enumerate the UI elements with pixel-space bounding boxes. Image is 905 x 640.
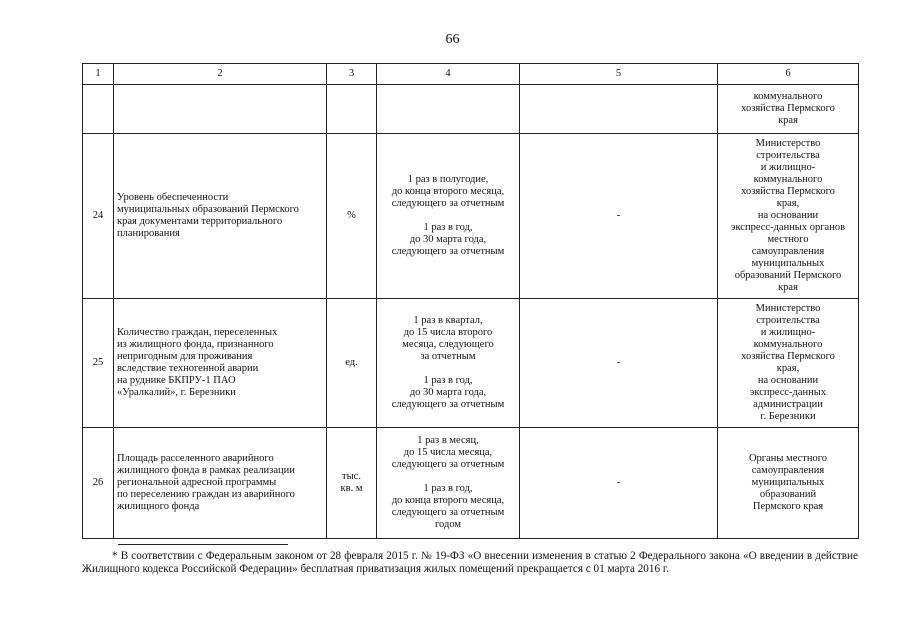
text-line: самоуправления xyxy=(751,465,825,476)
text-line: 1 раз в год, xyxy=(423,222,473,233)
text-line: 1 раз в год, xyxy=(423,375,473,386)
text-line: хозяйства Пермского xyxy=(741,186,835,197)
text-line: и жилищно- xyxy=(760,162,816,173)
text-line: самоуправления xyxy=(751,246,825,257)
text-line: строительства xyxy=(756,150,820,161)
text-line: коммунального xyxy=(753,174,823,185)
text-line: региональной адресной программы xyxy=(117,477,277,488)
cell xyxy=(377,85,520,134)
table-row xyxy=(83,428,859,539)
cell xyxy=(520,85,718,134)
text-line: края, xyxy=(776,198,800,209)
text-line: Министерство xyxy=(755,138,821,149)
text-line: % xyxy=(347,210,356,221)
text-line: жилищного фонда xyxy=(117,501,200,512)
period-monitoring xyxy=(380,315,516,363)
text-line: вследствие техногенной аварии xyxy=(117,363,259,374)
period-cell xyxy=(377,134,520,299)
text-line: Министерство xyxy=(755,303,821,314)
text-line: Органы местного xyxy=(748,453,828,464)
text-line: экспресс-данных xyxy=(749,387,827,398)
text-line: администрации xyxy=(753,399,823,410)
text-line: края, xyxy=(776,363,800,374)
text-line: муниципальных образований Пермского xyxy=(117,204,299,215)
text-line: по переселению граждан из аварийного xyxy=(117,489,295,500)
indicator-name xyxy=(114,299,327,428)
unit-cell xyxy=(327,299,377,428)
text-line: 1 раз в год, xyxy=(423,483,473,494)
text-line: до 30 марта года, xyxy=(409,387,487,398)
period-cell xyxy=(377,299,520,428)
row-number: 25 xyxy=(83,299,114,428)
table-row xyxy=(83,85,859,134)
indicators-table xyxy=(82,63,859,539)
text-line: на руднике БКПРУ-1 ПАО xyxy=(117,375,236,386)
text-line: 1 раз в месяц, xyxy=(417,435,479,446)
text-line: 1 раз в полугодие, xyxy=(407,174,489,185)
text-line: экспресс-данных органов xyxy=(730,222,846,233)
indicator-name xyxy=(114,428,327,539)
row-number: 26 xyxy=(83,428,114,539)
text-line: тыс. xyxy=(342,471,361,482)
text-line: г. Березники xyxy=(760,411,816,422)
column-header: 3 xyxy=(327,64,377,85)
column-header: 2 xyxy=(114,64,327,85)
cell xyxy=(83,85,114,134)
text-line: 1 раз в квартал, xyxy=(413,315,483,326)
text-line: из жилищного фонда, признанного xyxy=(117,339,274,350)
period-annual xyxy=(380,483,516,531)
text-line: за отчетным xyxy=(420,351,476,362)
text-line: образований xyxy=(759,489,817,500)
source-cell xyxy=(718,299,859,428)
text-line: до 15 числа второго xyxy=(403,327,493,338)
source-cell xyxy=(718,85,859,134)
text-line: следующего за отчетным xyxy=(391,507,505,518)
text-line: следующего за отчетным xyxy=(391,459,505,470)
period-annual xyxy=(380,375,516,411)
text-line: хозяйства Пермского xyxy=(741,103,835,114)
cell xyxy=(114,85,327,134)
text-line: строительства xyxy=(756,315,820,326)
text-line: Уровень обеспеченности xyxy=(117,192,229,203)
text-line: Площадь расселенного аварийного xyxy=(117,453,274,464)
row-number: 24 xyxy=(83,134,114,299)
period-monitoring xyxy=(380,174,516,210)
unit-cell xyxy=(327,134,377,299)
text-line: Количество граждан, переселенных xyxy=(117,327,278,338)
text-line: коммунального xyxy=(753,339,823,350)
text-line: следующего за отчетным xyxy=(391,399,505,410)
indicator-name xyxy=(114,134,327,299)
text-line: образований Пермского xyxy=(734,270,842,281)
text-line: следующего за отчетным xyxy=(391,246,505,257)
column-header: 4 xyxy=(377,64,520,85)
column-header: 1 xyxy=(83,64,114,85)
text-line: «Уралкалий», г. Березники xyxy=(117,387,236,398)
text-line: муниципальных xyxy=(751,477,825,488)
dash-cell: - xyxy=(520,299,718,428)
text-line: края документами территориального xyxy=(117,216,283,227)
source-cell xyxy=(718,134,859,299)
page-number: 66 xyxy=(445,32,460,47)
column-header: 6 xyxy=(718,64,859,85)
text-line: на основании xyxy=(757,210,819,221)
text-line: месяца, следующего xyxy=(402,339,494,350)
text-line: планирования xyxy=(117,228,180,239)
text-line: до 30 марта года, xyxy=(409,234,487,245)
text-line: до конца второго месяца, xyxy=(391,186,505,197)
text-line: края xyxy=(778,282,798,293)
column-header: 5 xyxy=(520,64,718,85)
dash-cell: - xyxy=(520,428,718,539)
period-monitoring xyxy=(380,435,516,471)
footnote: * В соответствии с Федеральным законом от 28 февраля 2015 г. № 19-ФЗ «О внесении изменения в статью 2 Федерального закона «О введении в действие Жилищного кодекса Российской Федерации» бесплатная приватизация жилых помещений прекращается с 01 марта 2016 г. xyxy=(82,550,858,575)
text-line: непригодным для проживания xyxy=(117,351,253,362)
text-line: и жилищно- xyxy=(760,327,816,338)
text-line: кв. м xyxy=(340,483,363,494)
table-row xyxy=(83,134,859,299)
text-line: муниципальных xyxy=(751,258,825,269)
text-line: Пермского края xyxy=(752,501,824,512)
period-annual xyxy=(380,222,516,258)
text-line: края xyxy=(778,115,798,126)
table-row xyxy=(83,299,859,428)
source-cell xyxy=(718,428,859,539)
period-cell xyxy=(377,428,520,539)
text-line: жилищного фонда в рамках реализации xyxy=(117,465,295,476)
cell xyxy=(327,85,377,134)
text-line: коммунального xyxy=(753,91,823,102)
text-line: до конца второго месяца, xyxy=(391,495,505,506)
text-line: годом xyxy=(434,519,462,530)
text-line: следующего за отчетным xyxy=(391,198,505,209)
text-line: хозяйства Пермского xyxy=(741,351,835,362)
column-number-row xyxy=(83,64,859,85)
footnote-separator xyxy=(118,544,288,545)
dash-cell: - xyxy=(520,134,718,299)
text-line: ед. xyxy=(345,357,358,368)
text-line: местного xyxy=(767,234,809,245)
text-line: до 15 числа месяца, xyxy=(403,447,493,458)
text-line: на основании xyxy=(757,375,819,386)
unit-cell xyxy=(327,428,377,539)
